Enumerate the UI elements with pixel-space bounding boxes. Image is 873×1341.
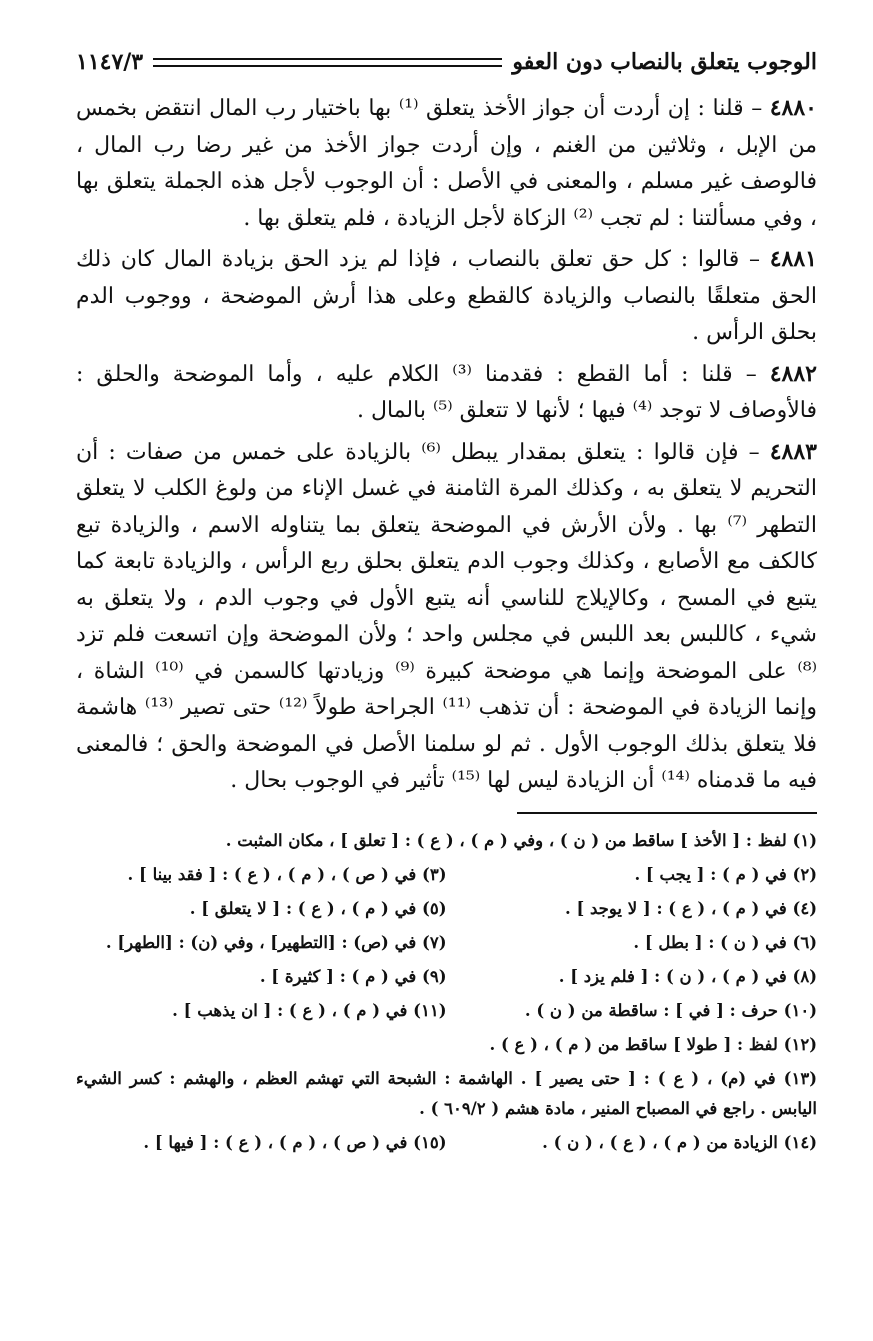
paragraph-number: ٤٨٨٢ — [769, 360, 817, 387]
paragraph-4880 — [76, 90, 817, 237]
footnote-7: (٧) في (ص) : [التطهير] ، وفي (ن) : [الطهر] . — [105, 932, 447, 952]
paragraph-number: ٤٨٨٣ — [769, 438, 817, 465]
footnote-row — [76, 960, 817, 994]
footnote-4: (٤) في ( م ) ، ( ع ) : [ لا يوجد ] . — [564, 898, 817, 918]
paragraph-number: ٤٨٨١ — [769, 246, 817, 272]
header-double-rule — [153, 58, 502, 67]
footnote-3: (٣) في ( ص ) ، ( م ) ، ( ع ) : [ فقد بينا ] . — [127, 864, 447, 884]
footnote-14: (١٤) الزيادة من ( م ) ، ( ع ) ، ( ن ) . — [542, 1132, 817, 1152]
footnote-row — [76, 926, 817, 960]
paragraph-4881 — [76, 241, 817, 352]
paragraph-text: – قالوا : كل حق تعلق بالنصاب ، فإذا لم يزد الحق بزيادة المال كان ذلك الحق متعلقًا بالنصاب والزيادة كالقطع وعلى هذا أرش الموضحة ، ووجوب الدم بحلق الرأس . — [76, 247, 817, 345]
footnote-row — [76, 1028, 817, 1062]
footnote-12: (١٢) لفظ : [ طولا ] ساقط من ( م ) ، ( ع ) . — [489, 1034, 817, 1054]
paragraph-number: ٤٨٨٠ — [769, 95, 817, 121]
page-reference: ١١٤٧/٣ — [76, 49, 144, 75]
footnote-row — [76, 824, 817, 858]
footnote-2: (٢) في ( م ) : [ يجب ] . — [634, 864, 817, 884]
footnote-5: (٥) في ( م ) ، ( ع ) : [ لا يتعلق ] . — [189, 898, 447, 918]
main-text — [76, 90, 817, 800]
footnote-9: (٩) في ( م ) : [ كثيرة ] . — [259, 966, 447, 986]
paragraph-text: – فإن قالوا : يتعلق بمقدار يبطل ⁽⁶⁾ بالزيادة على خمس من صفات : أن التحريم لا يتعلق به ، وكذلك المرة الثامنة في غسل الإناء من ولوغ الكلب لا يتعلق التطهر ⁽⁷⁾ بها . ولأن الأرش في الموضحة يتعلق بما يتناوله الاسم ، والزيادة تبع كالكف مع الأصابع ، وكذلك وجوب الدم يتعلق بحلق ربع الرأس ، والزيادة تابعة كما يتبع في المسح ، وكالإيلاج للناسي أنه يتبع الأول في وجوب الدم ، ولا يتعلق به شيء ، كاللبس بعد اللبس في مجلس واحد ؛ ولأن الموضحة وإن اتسعت فلم تزد ⁽⁸⁾ على الموضحة وإنما هي موضحة كبيرة ⁽⁹⁾ وزيادتها كالسمن في ⁽¹⁰⁾ الشاة ، وإنما الزيادة في الموضحة : أن تذهب ⁽¹¹⁾ الجراحة طولاً ⁽¹²⁾ حتى تصير ⁽¹³⁾ هاشمة فلا يتعلق بذلك الوجوب الأول . ثم لو سلمنا الأصل في الموضحة والحق ؛ فالمعنى فيه ما قدمناه ⁽¹⁴⁾ أن الزيادة ليس لها ⁽¹⁵⁾ تأثير في الوجوب بحال . — [76, 439, 818, 793]
footnote-8: (٨) في ( م ) ، ( ن ) : [ فلم يزد ] . — [558, 966, 817, 986]
footnote-11: (١١) في ( م ) ، ( ع ) : [ ان يذهب ] . — [172, 1000, 447, 1020]
footnotes — [76, 824, 817, 1160]
running-title: الوجوب يتعلق بالنصاب دون العفو — [512, 49, 817, 75]
footnote-row — [76, 858, 817, 892]
footnote-row — [76, 892, 817, 926]
footnote-10: (١٠) حرف : [ في ] : ساقطة من ( ن ) . — [524, 1000, 817, 1020]
footnote-row — [76, 1126, 817, 1160]
footnote-row — [76, 994, 817, 1028]
footnote-6: (٦) في ( ن ) : [ بطل ] . — [633, 932, 817, 952]
footnote-15: (١٥) في ( ص ) ، ( م ) ، ( ع ) : [ فيها ] . — [143, 1132, 447, 1152]
paragraph-text: – قلنا : أما القطع : فقدمنا ⁽³⁾ الكلام عليه ، وأما الموضحة والحلق : فالأوصاف لا توجد ⁽⁴⁾ فيها ؛ لأنها لا تتعلق ⁽⁵⁾ بالمال . — [76, 361, 817, 423]
running-head — [76, 44, 817, 80]
footnote-13: (١٣) في (م) ، ( ع ) : [ حتى يصير ] . الهاشمة : الشبحة التي تهشم العظم ، والهشم : كسر الشيء اليابس . راجع في المصباح المنير ، مادة هشم ( ٦٠٩/٢ ) . — [76, 1068, 817, 1118]
paragraph-4883 — [76, 434, 817, 800]
footnote-separator — [517, 812, 817, 814]
footnote-1: (١) لفظ : [ الأخذ ] ساقط من ( ن ) ، وفي ( م ) ، ( ع ) : [ تعلق ] ، مكان المثبت . — [225, 830, 817, 850]
paragraph-4882 — [76, 356, 817, 430]
paragraph-text: – قلنا : إن أردت أن جواز الأخذ يتعلق ⁽¹⁾ بها باختيار رب المال انتقض بخمس من الإبل ، وثلاثين من الغنم ، وإن أردت جواز الأخذ من غير رضا رب المال ، فالوصف غير مسلم ، والمعنى في الأصل : أن الوجوب لأجل هذه الجملة يتعلق بها ، وفي مسألتنا : لم تجب ⁽²⁾ الزكاة لأجل الزيادة ، فلم يتعلق بها . — [76, 96, 817, 231]
